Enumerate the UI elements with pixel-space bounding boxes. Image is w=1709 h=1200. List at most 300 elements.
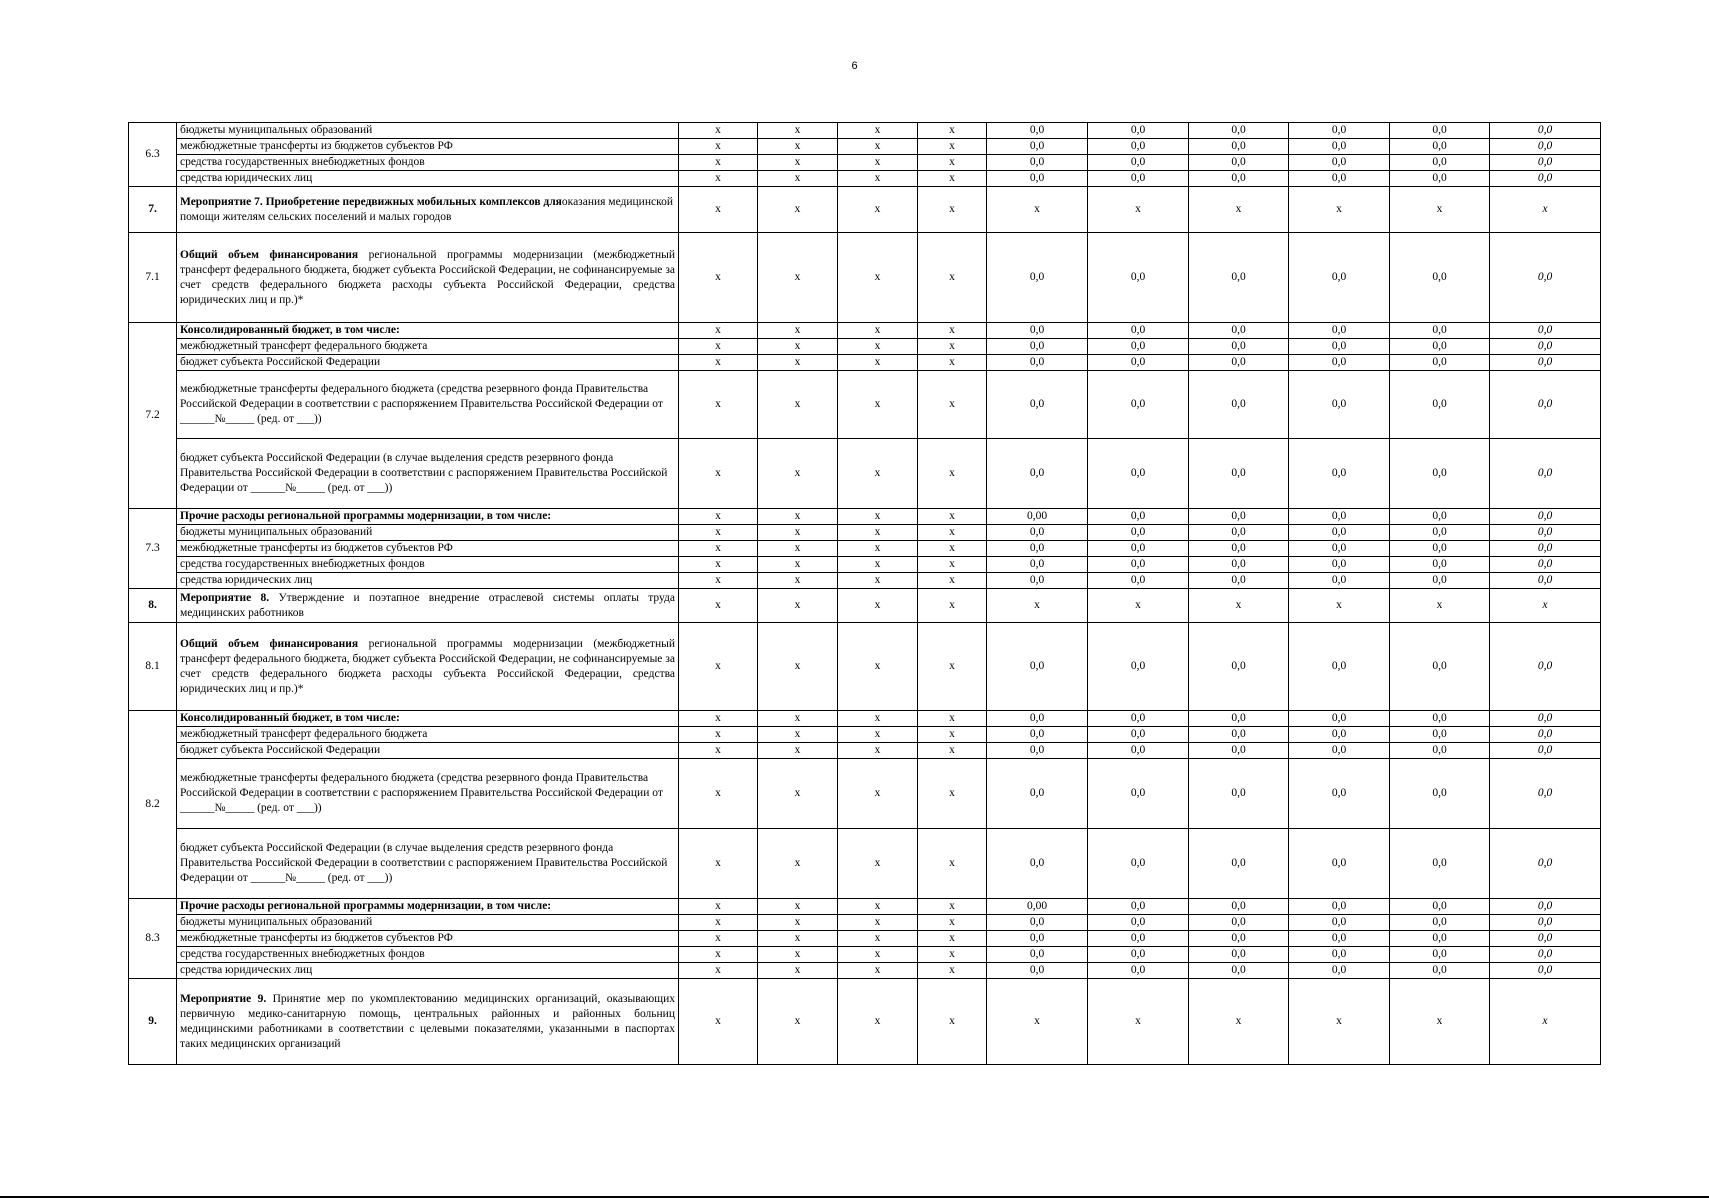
value-cell: 0,0	[1490, 233, 1601, 323]
value-cell: 0,0	[1490, 171, 1601, 187]
value-cell: x	[758, 931, 838, 947]
value-cell: 0,0	[1289, 509, 1390, 525]
row-description-text: бюджеты муниципальных образований	[180, 526, 373, 538]
value-cell: x	[679, 323, 758, 339]
row-description-bold: Общий объем финансирования	[180, 248, 359, 261]
value-cell: x	[679, 123, 758, 139]
table-row	[129, 727, 1601, 743]
value-cell: 0,0	[1490, 123, 1601, 139]
row-description-text: бюджет субъекта Российской Федерации (в случае выделения средств резервного фонда Правительства Российской Федерации в соответствии с распоряжением Правительства Российской Федерации от ______№_____ (ред. от ___))	[180, 452, 668, 494]
value-cell: 0,0	[1390, 541, 1490, 557]
row-description-text: межбюджетный трансферт федерального бюджета	[180, 728, 428, 740]
value-cell: x	[838, 339, 918, 355]
value-cell: 0,0	[1088, 233, 1189, 323]
value-cell: 0,0	[1088, 171, 1189, 187]
value-cell: x	[758, 899, 838, 915]
value-cell: x	[918, 931, 987, 947]
value-cell: x	[918, 711, 987, 727]
value-cell: x	[1490, 979, 1601, 1065]
value-cell: 0,0	[1390, 123, 1490, 139]
value-cell: 0,0	[1390, 439, 1490, 509]
value-cell: 0,0	[1189, 171, 1289, 187]
value-cell: x	[758, 963, 838, 979]
value-cell: x	[1189, 589, 1289, 623]
row-description-bold: Мероприятие 9.	[180, 992, 267, 1005]
row-description-text: межбюджетные трансферты из бюджетов субъектов РФ	[180, 542, 453, 554]
table-row	[129, 743, 1601, 759]
value-cell: 0,0	[987, 123, 1088, 139]
value-cell: x	[987, 187, 1088, 233]
value-cell: 0,0	[1289, 711, 1390, 727]
value-cell: x	[918, 439, 987, 509]
value-cell: 0,0	[1289, 743, 1390, 759]
value-cell: x	[918, 339, 987, 355]
row-description	[177, 759, 679, 829]
value-cell: x	[918, 171, 987, 187]
value-cell: x	[838, 623, 918, 711]
value-cell: 0,0	[1390, 339, 1490, 355]
value-cell: x	[918, 323, 987, 339]
value-cell: 0,0	[1390, 963, 1490, 979]
value-cell: x	[679, 915, 758, 931]
value-cell: 0,0	[1088, 899, 1189, 915]
value-cell: x	[838, 155, 918, 171]
table-row	[129, 589, 1601, 623]
row-number: 7.2	[129, 323, 177, 509]
table-row	[129, 915, 1601, 931]
value-cell: 0,0	[1390, 323, 1490, 339]
value-cell: x	[1189, 187, 1289, 233]
value-cell: x	[838, 979, 918, 1065]
value-cell: 0,0	[987, 525, 1088, 541]
row-number: 7.	[129, 187, 177, 233]
row-number: 7.3	[129, 509, 177, 589]
value-cell: 0,0	[1189, 829, 1289, 899]
value-cell: 0,0	[1189, 233, 1289, 323]
value-cell: x	[1088, 979, 1189, 1065]
row-description-text: Утверждение и поэтапное внедрение отраслевой системы оплаты труда медицинских работников	[180, 591, 675, 619]
value-cell: x	[918, 829, 987, 899]
value-cell: 0,0	[1490, 711, 1601, 727]
value-cell: 0,0	[1289, 623, 1390, 711]
value-cell: 0,0	[1390, 525, 1490, 541]
value-cell: 0,0	[1088, 439, 1189, 509]
value-cell: x	[918, 139, 987, 155]
value-cell: 0,0	[987, 339, 1088, 355]
value-cell: x	[918, 355, 987, 371]
value-cell: 0,0	[1490, 371, 1601, 439]
value-cell: 0,0	[1490, 439, 1601, 509]
value-cell: x	[918, 899, 987, 915]
value-cell: x	[838, 323, 918, 339]
value-cell: x	[758, 339, 838, 355]
row-description	[177, 339, 679, 355]
value-cell: 0,0	[1490, 139, 1601, 155]
value-cell: x	[758, 323, 838, 339]
value-cell: x	[918, 947, 987, 963]
row-description	[177, 573, 679, 589]
value-cell: x	[679, 439, 758, 509]
value-cell: x	[758, 541, 838, 557]
row-description-text: бюджет субъекта Российской Федерации	[180, 356, 381, 368]
table-row	[129, 931, 1601, 947]
value-cell: 0,0	[987, 727, 1088, 743]
value-cell: 0,0	[1189, 139, 1289, 155]
value-cell: 0,0	[1088, 963, 1189, 979]
table-row	[129, 557, 1601, 573]
value-cell: 0,0	[1490, 339, 1601, 355]
value-cell: x	[758, 829, 838, 899]
value-cell: 0,0	[1189, 339, 1289, 355]
value-cell: 0,0	[987, 743, 1088, 759]
row-description	[177, 509, 679, 525]
value-cell: x	[758, 171, 838, 187]
value-cell: x	[918, 963, 987, 979]
value-cell: 0,0	[1088, 711, 1189, 727]
row-description	[177, 139, 679, 155]
value-cell: x	[758, 525, 838, 541]
value-cell: x	[758, 509, 838, 525]
value-cell: 0,0	[1289, 233, 1390, 323]
value-cell: 0,0	[1088, 947, 1189, 963]
table-row	[129, 525, 1601, 541]
table-row	[129, 573, 1601, 589]
table-row	[129, 963, 1601, 979]
value-cell: x	[679, 727, 758, 743]
row-description	[177, 931, 679, 947]
row-description-text: средства юридических лиц	[180, 964, 313, 976]
value-cell: 0,0	[987, 139, 1088, 155]
value-cell: x	[1289, 589, 1390, 623]
value-cell: 0,0	[1289, 727, 1390, 743]
value-cell: 0,0	[1390, 931, 1490, 947]
value-cell: x	[758, 589, 838, 623]
row-description-bold: Консолидированный бюджет, в том числе:	[180, 712, 400, 724]
value-cell: 0,0	[1189, 439, 1289, 509]
value-cell: 0,0	[1289, 355, 1390, 371]
value-cell: x	[918, 557, 987, 573]
value-cell: 0,0	[1490, 727, 1601, 743]
value-cell: x	[838, 931, 918, 947]
bottom-rule	[0, 1196, 1709, 1198]
value-cell: 0,0	[1390, 743, 1490, 759]
row-description	[177, 963, 679, 979]
value-cell: 0,0	[1289, 899, 1390, 915]
value-cell: 0,0	[987, 323, 1088, 339]
value-cell: x	[918, 525, 987, 541]
row-description	[177, 525, 679, 541]
value-cell: 0,0	[1088, 323, 1189, 339]
table-row	[129, 139, 1601, 155]
row-description-text: межбюджетные трансферты из бюджетов субъектов РФ	[180, 932, 453, 944]
value-cell: 0,0	[1490, 829, 1601, 899]
row-number: 8.1	[129, 623, 177, 711]
value-cell: 0,0	[1088, 573, 1189, 589]
table-row	[129, 711, 1601, 727]
value-cell: 0,0	[1289, 931, 1390, 947]
row-description-text: бюджет субъекта Российской Федерации	[180, 744, 381, 756]
value-cell: 0,0	[1390, 727, 1490, 743]
row-description	[177, 899, 679, 915]
value-cell: 0,0	[1088, 139, 1189, 155]
value-cell: 0,0	[1490, 355, 1601, 371]
row-description-text: межбюджетные трансферты федерального бюджета (средства резервного фонда Правительства Российской Федерации в соответствии с распоряжением Правительства Российской Федерации от ______№_____ (ред. от ___))	[180, 772, 663, 814]
value-cell: x	[918, 371, 987, 439]
row-description	[177, 711, 679, 727]
row-description-text: средства государственных внебюджетных фондов	[180, 156, 425, 168]
value-cell: 0,0	[1289, 759, 1390, 829]
value-cell: x	[838, 589, 918, 623]
value-cell: 0,0	[987, 915, 1088, 931]
value-cell: x	[679, 355, 758, 371]
value-cell: x	[1390, 187, 1490, 233]
value-cell: 0,0	[987, 439, 1088, 509]
row-number: 8.	[129, 589, 177, 623]
value-cell: x	[758, 139, 838, 155]
row-description	[177, 171, 679, 187]
table-row	[129, 371, 1601, 439]
value-cell: 0,0	[987, 573, 1088, 589]
value-cell: 0,0	[1289, 915, 1390, 931]
value-cell: x	[838, 947, 918, 963]
row-description	[177, 123, 679, 139]
value-cell: 0,0	[1490, 899, 1601, 915]
value-cell: 0,0	[1088, 123, 1189, 139]
value-cell: x	[758, 123, 838, 139]
value-cell: x	[838, 915, 918, 931]
value-cell: 0,0	[1088, 557, 1189, 573]
row-description	[177, 155, 679, 171]
value-cell: x	[758, 573, 838, 589]
value-cell: x	[679, 541, 758, 557]
value-cell: x	[918, 915, 987, 931]
value-cell: x	[918, 541, 987, 557]
value-cell: 0,0	[1189, 759, 1289, 829]
table-row	[129, 323, 1601, 339]
value-cell: x	[918, 759, 987, 829]
row-description	[177, 233, 679, 323]
row-description-bold: Консолидированный бюджет, в том числе:	[180, 324, 400, 336]
value-cell: x	[987, 979, 1088, 1065]
value-cell: x	[758, 743, 838, 759]
value-cell: x	[838, 899, 918, 915]
row-description-text: средства юридических лиц	[180, 172, 313, 184]
value-cell: 0,0	[1490, 931, 1601, 947]
row-description-bold: Общий объем финансирования	[180, 637, 359, 650]
value-cell: 0,0	[1189, 711, 1289, 727]
value-cell: x	[758, 557, 838, 573]
value-cell: x	[1289, 979, 1390, 1065]
row-description-text: Принятие мер по укомплектованию медицинских организаций, оказывающих первичную медико-санитарную помощь, центральных районных и районных больниц медицинскими работниками в соответствии с целевыми показателями, указанными в паспортах таких медицинских организаций	[180, 992, 675, 1050]
value-cell: x	[758, 155, 838, 171]
value-cell: 0,0	[1390, 711, 1490, 727]
value-cell: x	[918, 155, 987, 171]
row-description-bold: Мероприятие 7. Приобретение передвижных мобильных комплексов для	[180, 195, 562, 208]
value-cell: x	[918, 589, 987, 623]
value-cell: x	[838, 171, 918, 187]
value-cell: x	[679, 187, 758, 233]
value-cell: x	[918, 509, 987, 525]
value-cell: x	[1289, 187, 1390, 233]
row-number: 8.2	[129, 711, 177, 899]
value-cell: 0,0	[1390, 947, 1490, 963]
value-cell: x	[838, 439, 918, 509]
table-row	[129, 899, 1601, 915]
value-cell: 0,0	[987, 171, 1088, 187]
value-cell: 0,0	[1390, 573, 1490, 589]
value-cell: x	[918, 727, 987, 743]
value-cell: x	[838, 187, 918, 233]
value-cell: 0,0	[1189, 155, 1289, 171]
table-row	[129, 541, 1601, 557]
row-description	[177, 557, 679, 573]
row-description-text: региональной программы модернизации (межбюджетный трансферт федерального бюджета, бюджет субъекта Российской Федерации, не софинансируемые за счет средств федерального бюджета расходы субъекта Российской Федерации, средства юридических лиц и пр.)*	[180, 637, 675, 695]
value-cell: 0,0	[1189, 931, 1289, 947]
value-cell: 0,0	[1490, 915, 1601, 931]
table-row	[129, 759, 1601, 829]
value-cell: x	[918, 623, 987, 711]
value-cell: x	[838, 727, 918, 743]
value-cell: 0,0	[1088, 155, 1189, 171]
value-cell: x	[987, 589, 1088, 623]
table-row	[129, 155, 1601, 171]
value-cell: x	[918, 573, 987, 589]
value-cell: 0,0	[1189, 963, 1289, 979]
value-cell: x	[1189, 979, 1289, 1065]
row-description	[177, 727, 679, 743]
value-cell: 0,0	[1088, 623, 1189, 711]
value-cell: 0,0	[987, 759, 1088, 829]
value-cell: 0,0	[1189, 557, 1289, 573]
value-cell: x	[838, 557, 918, 573]
value-cell: 0,0	[1189, 899, 1289, 915]
value-cell: x	[679, 573, 758, 589]
table-row	[129, 439, 1601, 509]
value-cell: 0,0	[1390, 371, 1490, 439]
row-description	[177, 623, 679, 711]
value-cell: x	[758, 623, 838, 711]
value-cell: 0,0	[1289, 371, 1390, 439]
value-cell: 0,0	[1390, 171, 1490, 187]
value-cell: x	[918, 123, 987, 139]
value-cell: x	[918, 233, 987, 323]
value-cell: x	[679, 139, 758, 155]
value-cell: 0,0	[1390, 509, 1490, 525]
value-cell: x	[838, 525, 918, 541]
value-cell: x	[679, 171, 758, 187]
table-row	[129, 123, 1601, 139]
value-cell: x	[838, 759, 918, 829]
value-cell: 0,0	[1289, 439, 1390, 509]
value-cell: x	[838, 573, 918, 589]
row-number: 7.1	[129, 233, 177, 323]
value-cell: 0,0	[1189, 623, 1289, 711]
value-cell: 0,00	[987, 509, 1088, 525]
value-cell: x	[1490, 187, 1601, 233]
value-cell: 0,0	[1189, 509, 1289, 525]
value-cell: x	[758, 355, 838, 371]
table-row	[129, 233, 1601, 323]
row-description-text: региональной программы модернизации (межбюджетный трансферт федерального бюджета, бюджет субъекта Российской Федерации, не софинансируемые за счет средств федерального бюджета расходы субъекта Российской Федерации, средства юридических лиц и пр.)*	[180, 248, 675, 306]
value-cell: x	[838, 355, 918, 371]
value-cell: x	[679, 711, 758, 727]
value-cell: 0,0	[1088, 727, 1189, 743]
value-cell: 0,0	[1289, 525, 1390, 541]
row-description-text: оказания медицинской помощи жителям сельских поселений и малых городов	[180, 195, 674, 223]
row-description	[177, 979, 679, 1065]
value-cell: 0,0	[987, 829, 1088, 899]
row-description	[177, 323, 679, 339]
row-description	[177, 355, 679, 371]
value-cell: 0,0	[1490, 323, 1601, 339]
row-description-text: бюджет субъекта Российской Федерации (в случае выделения средств резервного фонда Правительства Российской Федерации в соответствии с распоряжением Правительства Российской Федерации от ______№_____ (ред. от ___))	[180, 842, 668, 884]
row-description-text: средства юридических лиц	[180, 574, 313, 586]
value-cell: 0,0	[1289, 829, 1390, 899]
value-cell: x	[758, 187, 838, 233]
value-cell: 0,0	[1289, 573, 1390, 589]
value-cell: 0,0	[1490, 573, 1601, 589]
row-description-text: средства государственных внебюджетных фондов	[180, 948, 425, 960]
value-cell: 0,0	[1088, 509, 1189, 525]
value-cell: 0,0	[1189, 727, 1289, 743]
value-cell: x	[758, 711, 838, 727]
value-cell: x	[679, 829, 758, 899]
value-cell: x	[679, 339, 758, 355]
value-cell: x	[918, 187, 987, 233]
table-row	[129, 355, 1601, 371]
row-description	[177, 541, 679, 557]
value-cell: 0,0	[1289, 123, 1390, 139]
table-row	[129, 947, 1601, 963]
value-cell: x	[758, 947, 838, 963]
value-cell: x	[1490, 589, 1601, 623]
row-description-text: межбюджетные трансферты федерального бюджета (средства резервного фонда Правительства Российской Федерации в соответствии с распоряжением Правительства Российской Федерации от ______№_____ (ред. от ___))	[180, 383, 663, 425]
value-cell: x	[758, 759, 838, 829]
value-cell: x	[679, 931, 758, 947]
row-description-text: бюджеты муниципальных образований	[180, 124, 373, 136]
value-cell: x	[838, 829, 918, 899]
value-cell: 0,0	[1289, 947, 1390, 963]
row-description	[177, 829, 679, 899]
table-row	[129, 171, 1601, 187]
value-cell: x	[838, 743, 918, 759]
value-cell: 0,0	[987, 371, 1088, 439]
value-cell: 0,0	[1189, 915, 1289, 931]
value-cell: x	[679, 371, 758, 439]
value-cell: 0,0	[1189, 371, 1289, 439]
value-cell: 0,0	[987, 711, 1088, 727]
value-cell: 0,0	[1289, 171, 1390, 187]
value-cell: x	[758, 439, 838, 509]
value-cell: x	[918, 743, 987, 759]
value-cell: x	[1390, 979, 1490, 1065]
value-cell: 0,0	[1390, 899, 1490, 915]
value-cell: 0,0	[1490, 743, 1601, 759]
value-cell: x	[1088, 187, 1189, 233]
value-cell: x	[679, 963, 758, 979]
value-cell: 0,0	[1490, 557, 1601, 573]
value-cell: x	[679, 233, 758, 323]
value-cell: x	[679, 557, 758, 573]
value-cell: x	[758, 233, 838, 323]
value-cell: 0,0	[1088, 743, 1189, 759]
value-cell: x	[1088, 589, 1189, 623]
table-row	[129, 187, 1601, 233]
value-cell: 0,0	[1088, 931, 1189, 947]
value-cell: 0,0	[987, 557, 1088, 573]
value-cell: 0,0	[1490, 525, 1601, 541]
row-description-text: межбюджетные трансферты из бюджетов субъектов РФ	[180, 140, 453, 152]
